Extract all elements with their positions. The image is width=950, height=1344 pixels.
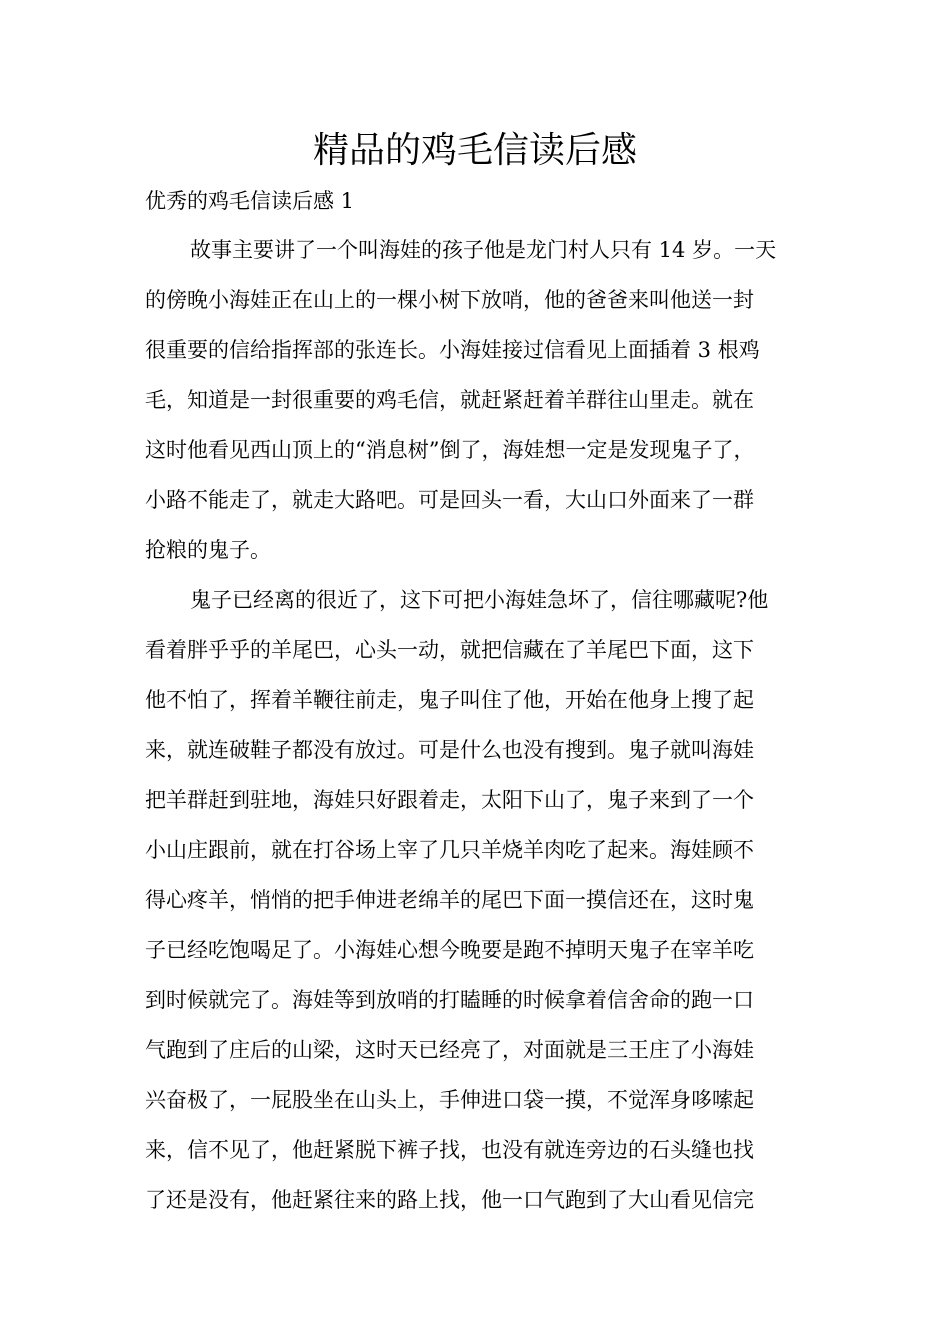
paragraph-1-line-5: 这时他看见西山顶上的“消息树”倒了，海娃想一定是发现鬼子了， bbox=[145, 438, 755, 462]
section-heading: 优秀的鸡毛信读后感 1 bbox=[145, 189, 355, 213]
paragraph-1-line-7: 抢粮的鬼子。 bbox=[145, 538, 271, 562]
paragraph-2-line-8: 子已经吃饱喝足了。小海娃心想今晚要是跑不掉明天鬼子在宰羊吃 bbox=[145, 938, 754, 962]
paragraph-2-line-7: 得心疼羊，悄悄的把手伸进老绵羊的尾巴下面一摸信还在，这时鬼 bbox=[145, 888, 754, 912]
paragraph-2-line-11: 兴奋极了，一屁股坐在山头上，手伸进口袋一摸，不觉浑身哆嗦起 bbox=[145, 1088, 754, 1112]
paragraph-2-line-12: 来，信不见了，他赶紧脱下裤子找，也没有就连旁边的石头缝也找 bbox=[145, 1138, 754, 1162]
paragraph-2-line-6: 小山庄跟前，就在打谷场上宰了几只羊烧羊肉吃了起来。海娃顾不 bbox=[145, 838, 754, 862]
paragraph-2-line-13: 了还是没有，他赶紧往来的路上找，他一口气跑到了大山看见信完 bbox=[145, 1188, 754, 1212]
paragraph-1-line-1: 故事主要讲了一个叫海娃的孩子他是龙门村人只有 14 岁。一天 bbox=[190, 238, 777, 262]
document-title: 精品的鸡毛信读后感 bbox=[312, 130, 637, 171]
paragraph-1-line-6: 小路不能走了，就走大路吧。可是回头一看，大山口外面来了一群 bbox=[145, 488, 754, 512]
paragraph-2-line-1: 鬼子已经离的很近了，这下可把小海娃急坏了，信往哪藏呢?他 bbox=[190, 588, 769, 612]
paragraph-2-line-10: 气跑到了庄后的山梁，这时天已经亮了，对面就是三王庄了小海娃 bbox=[145, 1038, 754, 1062]
paragraph-1-line-4: 毛，知道是一封很重要的鸡毛信，就赶紧赶着羊群往山里走。就在 bbox=[145, 388, 754, 412]
paragraph-2-line-9: 到时候就完了。海娃等到放哨的打瞌睡的时候拿着信舍命的跑一口 bbox=[145, 988, 754, 1012]
paragraph-2-line-4: 来，就连破鞋子都没有放过。可是什么也没有搜到。鬼子就叫海娃 bbox=[145, 738, 754, 762]
paragraph-2-line-5: 把羊群赶到驻地，海娃只好跟着走，太阳下山了，鬼子来到了一个 bbox=[145, 788, 754, 812]
paragraph-2-line-3: 他不怕了，挥着羊鞭往前走，鬼子叫住了他，开始在他身上搜了起 bbox=[145, 688, 754, 712]
paragraph-1-line-2: 的傍晚小海娃正在山上的一棵小树下放哨，他的爸爸来叫他送一封 bbox=[145, 288, 754, 312]
paragraph-2-line-2: 看着胖乎乎的羊尾巴，心头一动，就把信藏在了羊尾巴下面，这下 bbox=[145, 638, 754, 662]
paragraph-1-line-3: 很重要的信给指挥部的张连长。小海娃接过信看见上面插着 3 根鸡 bbox=[145, 338, 760, 362]
